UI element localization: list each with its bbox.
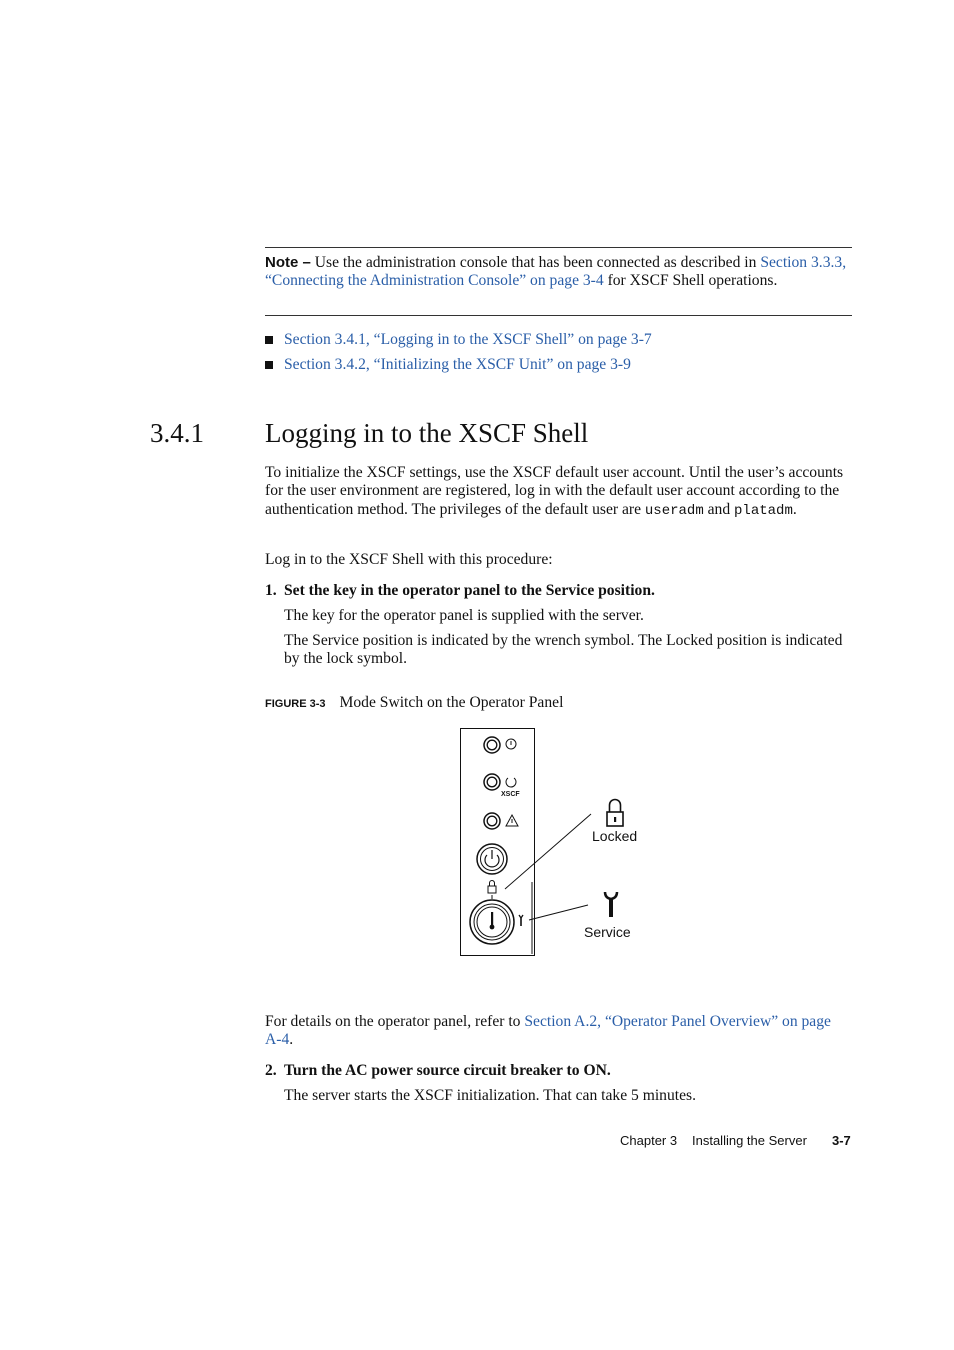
figure-label: FIGURE 3-3: [265, 698, 326, 710]
service-wrench-icon: [605, 892, 617, 917]
bullet-icon: [265, 336, 273, 344]
step1-number: 1.: [265, 582, 277, 599]
details-text: For details on the operator panel, refer to: [265, 1013, 525, 1030]
step1-paragraph-1: The key for the operator panel is supplied with the server.: [284, 607, 644, 624]
section-number: 3.4.1: [150, 418, 204, 448]
figure-caption: [265, 694, 563, 712]
intro-end: .: [792, 500, 797, 518]
small-lock-icon: [488, 881, 496, 894]
link-section-3-4-2[interactable]: Section 3.4.2, “Initializing the XSCF Unit” on page 3-9: [284, 356, 631, 373]
footer-chapter: Chapter 3: [620, 1133, 678, 1148]
step1-title: Set the key in the operator panel to the Service position.: [284, 582, 655, 599]
details-link[interactable]: Section A.2, “Operator Panel Overview” on page A-4: [265, 1013, 831, 1049]
note-top-rule: [265, 247, 852, 248]
procedure-intro: Log in to the XSCF Shell with this procedure:: [265, 551, 553, 568]
note-link[interactable]: Section 3.3.3, “Connecting the Administration Console” on page 3-4: [265, 254, 847, 290]
step1-paragraph-2: The Service position is indicated by the wrench symbol. The Locked position is indicated by the lock symbol.: [284, 632, 843, 668]
locked-lock-icon: [607, 800, 623, 827]
intro-paragraph: [265, 464, 850, 520]
power-led-icon: [484, 737, 516, 753]
link-section-3-4-1[interactable]: Section 3.4.1, “Logging in to the XSCF Shell” on page 3-7: [284, 331, 652, 348]
intro-text: To initialize the XSCF settings, use the XSCF default user account. Until the user’s accounts for the user environment are registered, log in with the default user account according to the authentication method. The privileges of the default user are: [265, 464, 844, 518]
service-label: Service: [584, 924, 631, 940]
details-paragraph: [265, 1013, 850, 1050]
mode-switch-key-icon: [470, 900, 514, 944]
step2-paragraph-1: The server starts the XSCF initialization. That can take 5 minutes.: [284, 1087, 696, 1104]
note-text-before: Use the administration console that has been connected as described in: [310, 254, 761, 271]
section-title: Logging in to the XSCF Shell: [265, 418, 589, 448]
bullet-icon: [265, 361, 273, 369]
note-label: Note –: [265, 254, 311, 271]
note: [265, 254, 852, 291]
operator-panel-figure: [450, 722, 670, 962]
check-led-icon: [484, 813, 518, 829]
power-button-icon: [477, 844, 507, 874]
xscf-text: XSCF: [501, 791, 520, 798]
small-wrench-icon: [519, 915, 523, 926]
page-number: 3-7: [832, 1133, 851, 1148]
step2-number: 2.: [265, 1062, 277, 1079]
note-text-after: for XSCF Shell operations.: [603, 272, 778, 290]
xscf-led-icon: [484, 774, 516, 790]
step2-title: Turn the AC power source circuit breaker to ON.: [284, 1062, 611, 1079]
operator-panel-frame: [461, 729, 535, 956]
code-useradm: useradm: [644, 502, 704, 519]
figure-caption-text: Mode Switch on the Operator Panel: [339, 694, 564, 711]
locked-label: Locked: [592, 828, 638, 844]
note-bottom-rule: [265, 315, 852, 316]
code-platadm: platadm: [734, 502, 793, 519]
intro-mid: and: [703, 500, 735, 518]
details-end: .: [289, 1031, 294, 1049]
footer-chapter-title: Installing the Server: [692, 1133, 807, 1148]
